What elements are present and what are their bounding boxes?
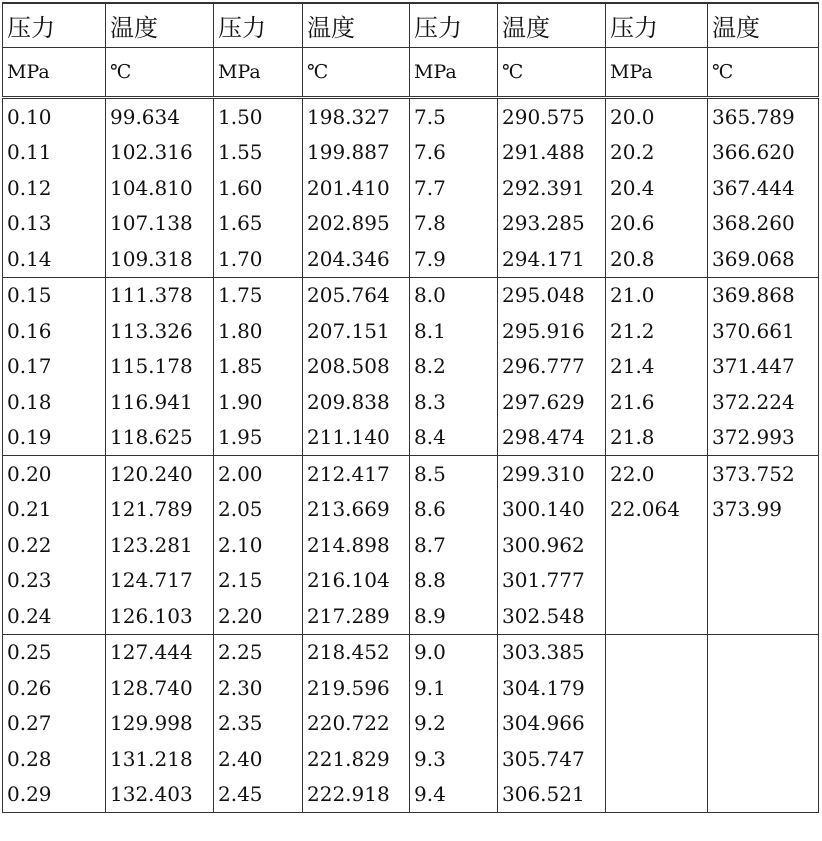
pressure-cell: 7.8 — [410, 206, 498, 242]
pressure-cell: 0.26 — [3, 670, 106, 706]
unit-cell: ℃ — [106, 48, 214, 98]
pressure-cell: 0.13 — [3, 206, 106, 242]
pressure-cell: 0.15 — [3, 277, 106, 313]
pressure-cell: 7.7 — [410, 170, 498, 206]
unit-cell: ℃ — [303, 48, 410, 98]
temperature-cell: 299.310 — [498, 456, 606, 492]
temperature-cell: 115.178 — [106, 349, 214, 385]
temperature-cell: 296.777 — [498, 349, 606, 385]
table-row — [3, 598, 819, 634]
pressure-cell: 7.6 — [410, 135, 498, 171]
pressure-cell: 8.8 — [410, 563, 498, 599]
saturation-pressure-temperature-table — [2, 2, 819, 813]
header-row — [3, 3, 819, 48]
temperature-cell: 131.218 — [106, 741, 214, 777]
temperature-cell: 126.103 — [106, 598, 214, 634]
temperature-cell: 298.474 — [498, 420, 606, 456]
table-row — [3, 706, 819, 742]
pressure-cell: 0.10 — [3, 98, 106, 135]
pressure-cell: 21.8 — [606, 420, 708, 456]
pressure-cell: 0.20 — [3, 456, 106, 492]
temperature-cell — [708, 634, 819, 670]
pressure-cell: 0.11 — [3, 135, 106, 171]
temperature-cell: 214.898 — [303, 527, 410, 563]
header-cell: 压力 — [3, 3, 106, 48]
table-row — [3, 206, 819, 242]
pressure-cell: 2.20 — [214, 598, 303, 634]
pressure-cell — [606, 777, 708, 813]
pressure-cell: 2.45 — [214, 777, 303, 813]
temperature-cell: 365.789 — [708, 98, 819, 135]
table-row — [3, 170, 819, 206]
header-cell: 压力 — [214, 3, 303, 48]
pressure-cell: 0.16 — [3, 313, 106, 349]
temperature-cell: 202.895 — [303, 206, 410, 242]
pressure-cell: 0.12 — [3, 170, 106, 206]
temperature-cell: 302.548 — [498, 598, 606, 634]
temperature-cell: 208.508 — [303, 349, 410, 385]
pressure-cell: 1.80 — [214, 313, 303, 349]
pressure-cell: 8.1 — [410, 313, 498, 349]
pressure-cell — [606, 741, 708, 777]
temperature-cell: 107.138 — [106, 206, 214, 242]
temperature-cell: 369.868 — [708, 277, 819, 313]
unit-cell: MPa — [606, 48, 708, 98]
pressure-cell: 8.7 — [410, 527, 498, 563]
pressure-cell: 7.5 — [410, 98, 498, 135]
pressure-cell: 0.14 — [3, 241, 106, 277]
pressure-cell: 8.9 — [410, 598, 498, 634]
pressure-cell: 2.35 — [214, 706, 303, 742]
header-cell: 温度 — [303, 3, 410, 48]
pressure-cell: 2.00 — [214, 456, 303, 492]
temperature-cell: 306.521 — [498, 777, 606, 813]
temperature-cell: 295.048 — [498, 277, 606, 313]
table-row — [3, 420, 819, 456]
pressure-cell: 1.95 — [214, 420, 303, 456]
pressure-cell: 0.25 — [3, 634, 106, 670]
header-cell: 温度 — [106, 3, 214, 48]
unit-cell: ℃ — [708, 48, 819, 98]
temperature-cell: 201.410 — [303, 170, 410, 206]
pressure-cell: 1.90 — [214, 384, 303, 420]
temperature-cell — [708, 563, 819, 599]
temperature-cell: 211.140 — [303, 420, 410, 456]
pressure-cell: 8.4 — [410, 420, 498, 456]
temperature-cell: 129.998 — [106, 706, 214, 742]
pressure-cell: 1.55 — [214, 135, 303, 171]
table-row — [3, 492, 819, 528]
temperature-cell — [708, 777, 819, 813]
unit-cell: MPa — [410, 48, 498, 98]
pressure-cell: 21.6 — [606, 384, 708, 420]
temperature-cell: 293.285 — [498, 206, 606, 242]
header-cell: 温度 — [708, 3, 819, 48]
temperature-cell: 371.447 — [708, 349, 819, 385]
unit-row — [3, 48, 819, 98]
temperature-cell: 367.444 — [708, 170, 819, 206]
temperature-cell — [708, 598, 819, 634]
table-row — [3, 277, 819, 313]
temperature-cell: 123.281 — [106, 527, 214, 563]
pressure-cell — [606, 563, 708, 599]
pressure-cell — [606, 598, 708, 634]
temperature-cell: 209.838 — [303, 384, 410, 420]
pressure-cell: 0.21 — [3, 492, 106, 528]
pressure-cell: 1.75 — [214, 277, 303, 313]
temperature-cell: 297.629 — [498, 384, 606, 420]
table-row — [3, 135, 819, 171]
temperature-cell: 120.240 — [106, 456, 214, 492]
table-row — [3, 670, 819, 706]
temperature-cell — [708, 670, 819, 706]
temperature-cell: 124.717 — [106, 563, 214, 599]
pressure-cell: 0.22 — [3, 527, 106, 563]
pressure-cell: 21.0 — [606, 277, 708, 313]
pressure-cell: 9.3 — [410, 741, 498, 777]
temperature-cell: 372.993 — [708, 420, 819, 456]
temperature-cell: 295.916 — [498, 313, 606, 349]
temperature-cell — [708, 527, 819, 563]
pressure-cell: 9.0 — [410, 634, 498, 670]
table-row — [3, 349, 819, 385]
temperature-cell: 204.346 — [303, 241, 410, 277]
pressure-cell: 21.2 — [606, 313, 708, 349]
pressure-cell: 1.50 — [214, 98, 303, 135]
unit-cell: MPa — [214, 48, 303, 98]
temperature-cell: 300.140 — [498, 492, 606, 528]
pressure-cell: 0.19 — [3, 420, 106, 456]
temperature-cell: 305.747 — [498, 741, 606, 777]
temperature-cell: 104.810 — [106, 170, 214, 206]
temperature-cell: 205.764 — [303, 277, 410, 313]
header-cell: 压力 — [410, 3, 498, 48]
pressure-cell: 20.6 — [606, 206, 708, 242]
pressure-cell: 1.65 — [214, 206, 303, 242]
pressure-cell: 8.6 — [410, 492, 498, 528]
temperature-cell: 118.625 — [106, 420, 214, 456]
temperature-cell: 366.620 — [708, 135, 819, 171]
temperature-cell: 113.326 — [106, 313, 214, 349]
pressure-cell: 0.18 — [3, 384, 106, 420]
temperature-cell: 207.151 — [303, 313, 410, 349]
header-cell: 温度 — [498, 3, 606, 48]
header-cell: 压力 — [606, 3, 708, 48]
unit-cell: MPa — [3, 48, 106, 98]
pressure-cell: 2.05 — [214, 492, 303, 528]
pressure-cell: 21.4 — [606, 349, 708, 385]
temperature-cell: 369.068 — [708, 241, 819, 277]
temperature-cell: 212.417 — [303, 456, 410, 492]
pressure-cell: 9.1 — [410, 670, 498, 706]
temperature-cell: 373.752 — [708, 456, 819, 492]
temperature-cell: 291.488 — [498, 135, 606, 171]
temperature-cell: 292.391 — [498, 170, 606, 206]
pressure-cell — [606, 706, 708, 742]
temperature-cell — [708, 741, 819, 777]
table-row — [3, 98, 819, 135]
pressure-cell: 0.28 — [3, 741, 106, 777]
pressure-cell: 0.23 — [3, 563, 106, 599]
temperature-cell: 217.289 — [303, 598, 410, 634]
table-row — [3, 741, 819, 777]
temperature-cell: 304.966 — [498, 706, 606, 742]
temperature-cell: 220.722 — [303, 706, 410, 742]
temperature-cell: 219.596 — [303, 670, 410, 706]
pressure-cell: 9.4 — [410, 777, 498, 813]
pressure-cell: 0.24 — [3, 598, 106, 634]
pressure-cell: 8.2 — [410, 349, 498, 385]
temperature-cell: 213.669 — [303, 492, 410, 528]
unit-cell: ℃ — [498, 48, 606, 98]
temperature-cell: 370.661 — [708, 313, 819, 349]
pressure-cell: 22.064 — [606, 492, 708, 528]
temperature-cell: 303.385 — [498, 634, 606, 670]
temperature-cell: 116.941 — [106, 384, 214, 420]
pressure-cell — [606, 527, 708, 563]
temperature-cell: 221.829 — [303, 741, 410, 777]
temperature-cell: 102.316 — [106, 135, 214, 171]
pressure-cell: 2.25 — [214, 634, 303, 670]
temperature-cell: 132.403 — [106, 777, 214, 813]
pressure-cell: 20.4 — [606, 170, 708, 206]
pressure-cell: 7.9 — [410, 241, 498, 277]
temperature-cell: 304.179 — [498, 670, 606, 706]
pressure-cell: 0.27 — [3, 706, 106, 742]
temperature-cell: 300.962 — [498, 527, 606, 563]
temperature-cell: 222.918 — [303, 777, 410, 813]
pressure-cell: 8.5 — [410, 456, 498, 492]
temperature-cell: 127.444 — [106, 634, 214, 670]
temperature-cell: 368.260 — [708, 206, 819, 242]
temperature-cell: 290.575 — [498, 98, 606, 135]
temperature-cell: 218.452 — [303, 634, 410, 670]
pressure-cell: 8.0 — [410, 277, 498, 313]
pressure-cell: 20.8 — [606, 241, 708, 277]
temperature-cell: 294.171 — [498, 241, 606, 277]
table-row — [3, 384, 819, 420]
pressure-cell: 1.85 — [214, 349, 303, 385]
table-row — [3, 456, 819, 492]
pressure-cell: 22.0 — [606, 456, 708, 492]
pressure-cell: 20.0 — [606, 98, 708, 135]
table-row — [3, 527, 819, 563]
table-row — [3, 563, 819, 599]
table-row — [3, 313, 819, 349]
temperature-cell: 373.99 — [708, 492, 819, 528]
pressure-cell: 8.3 — [410, 384, 498, 420]
pressure-cell: 2.30 — [214, 670, 303, 706]
pressure-cell: 1.70 — [214, 241, 303, 277]
temperature-cell: 109.318 — [106, 241, 214, 277]
temperature-cell: 121.789 — [106, 492, 214, 528]
pressure-cell: 2.40 — [214, 741, 303, 777]
pressure-cell: 20.2 — [606, 135, 708, 171]
temperature-cell: 128.740 — [106, 670, 214, 706]
pressure-cell: 1.60 — [214, 170, 303, 206]
temperature-cell: 198.327 — [303, 98, 410, 135]
pressure-cell — [606, 634, 708, 670]
pressure-cell: 9.2 — [410, 706, 498, 742]
temperature-cell: 216.104 — [303, 563, 410, 599]
temperature-cell: 99.634 — [106, 98, 214, 135]
table-body — [3, 3, 819, 813]
table-row — [3, 634, 819, 670]
temperature-cell: 301.777 — [498, 563, 606, 599]
temperature-cell: 111.378 — [106, 277, 214, 313]
temperature-cell: 372.224 — [708, 384, 819, 420]
temperature-cell: 199.887 — [303, 135, 410, 171]
pressure-cell: 2.15 — [214, 563, 303, 599]
temperature-cell — [708, 706, 819, 742]
pressure-cell — [606, 670, 708, 706]
table-row — [3, 241, 819, 277]
pressure-cell: 0.17 — [3, 349, 106, 385]
table-row — [3, 777, 819, 813]
pressure-cell: 2.10 — [214, 527, 303, 563]
pressure-cell: 0.29 — [3, 777, 106, 813]
